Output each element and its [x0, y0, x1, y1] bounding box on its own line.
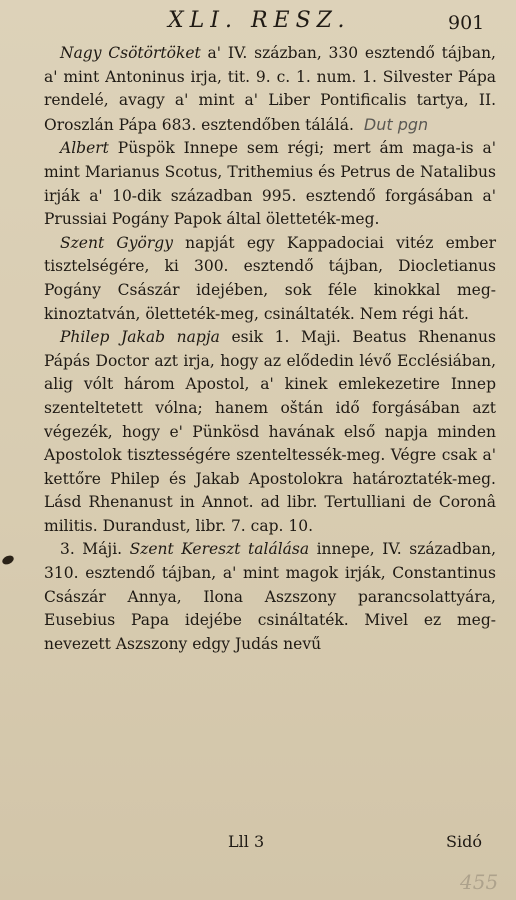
- date-label: 3. Máji.: [60, 540, 130, 559]
- margin-stamp-number: 455: [460, 870, 499, 894]
- paragraph-text: esik 1. Maji. Beatus Rhenanus Pápás Doctor azt irja, hogy az elődedin lévő Ecclésiában, alig vólt három Apostol, a' kinek emlekezetire Innep szenteltetett vólna; hanem oštán idő forgásában azt végezék, hogy e' Pünkösd havának első napja minden Apostolok tisztességére szenteltessék-meg. Végre csak a' kettőre Philep és Jakab Apostolokra határoztaték-meg. Lásd Rhenanust in Annot. ad libr. Tertulliani de Coronâ militis. Durandust, libr. 7. cap. 10.: [44, 328, 496, 535]
- paragraph-nagy-csotortok: [44, 42, 496, 137]
- paragraph-szent-kereszt: [44, 538, 496, 656]
- term-szent-kereszt: Szent Kereszt találása: [129, 540, 310, 559]
- handwritten-annotation: Dut pgn: [363, 114, 429, 134]
- main-text: [44, 42, 496, 656]
- term-albert: Albert: [60, 139, 109, 158]
- paragraph-text: Püspök Innepe sem régi; mert ám maga-is a' mint Marianus Scotus, Trithemius és Petrus de Natalibus irják a' 10-dik században 995. esztendő forgásában a' Prussiai Pogány Papok által öletteték-meg.: [44, 139, 496, 229]
- paragraph-text: napját egy Kappadociai vitéz ember tisztelségére, ki 300. esztendő tájban, Diocletianus Pogány Császár idejében, sok féle kinokkal meg-kinoztatván, öletteték-meg, csináltaték. Nem régi hát.: [44, 233, 496, 323]
- ink-blot: [1, 554, 15, 566]
- page-header: [0, 8, 516, 42]
- term-szent-gyorgy: Szent György: [60, 233, 173, 252]
- paragraph-philep-jakab: [44, 326, 496, 538]
- paragraph-text: a' IV. százban, 330 esztendő tájban, a' mint Antoninus irja, tit. 9. c. 1. num. 1. Silvester Pápa rendelé, avagy a' mint a' Liber Pontificalis tartya, II. Oroszlán Pápa 683. esztendőben tálálá.: [44, 44, 496, 134]
- paragraph-text: innepe, IV. században, 310. esztendő tájban, a' mint magok irják, Constantinus Császár Annya, Ilona Aszszony parancsolattyára, Eusebius Papa idejébe csináltaték. Mivel ez meg-nevezett Aszszony edgy Judás nevű: [44, 540, 496, 653]
- running-title: XLI. RESZ.: [168, 8, 351, 33]
- signature-mark: Lll 3: [228, 832, 265, 851]
- page-footer: [0, 832, 516, 862]
- page-number: 901: [448, 12, 485, 34]
- term-philep-jakab: Philep Jakab napja: [60, 328, 220, 347]
- catchword: Sidó: [446, 832, 482, 851]
- paragraph-albert: [44, 137, 496, 231]
- paragraph-szent-gyorgy: [44, 232, 496, 326]
- term-nagy-csotortok: Nagy Csötörtöket: [60, 44, 201, 62]
